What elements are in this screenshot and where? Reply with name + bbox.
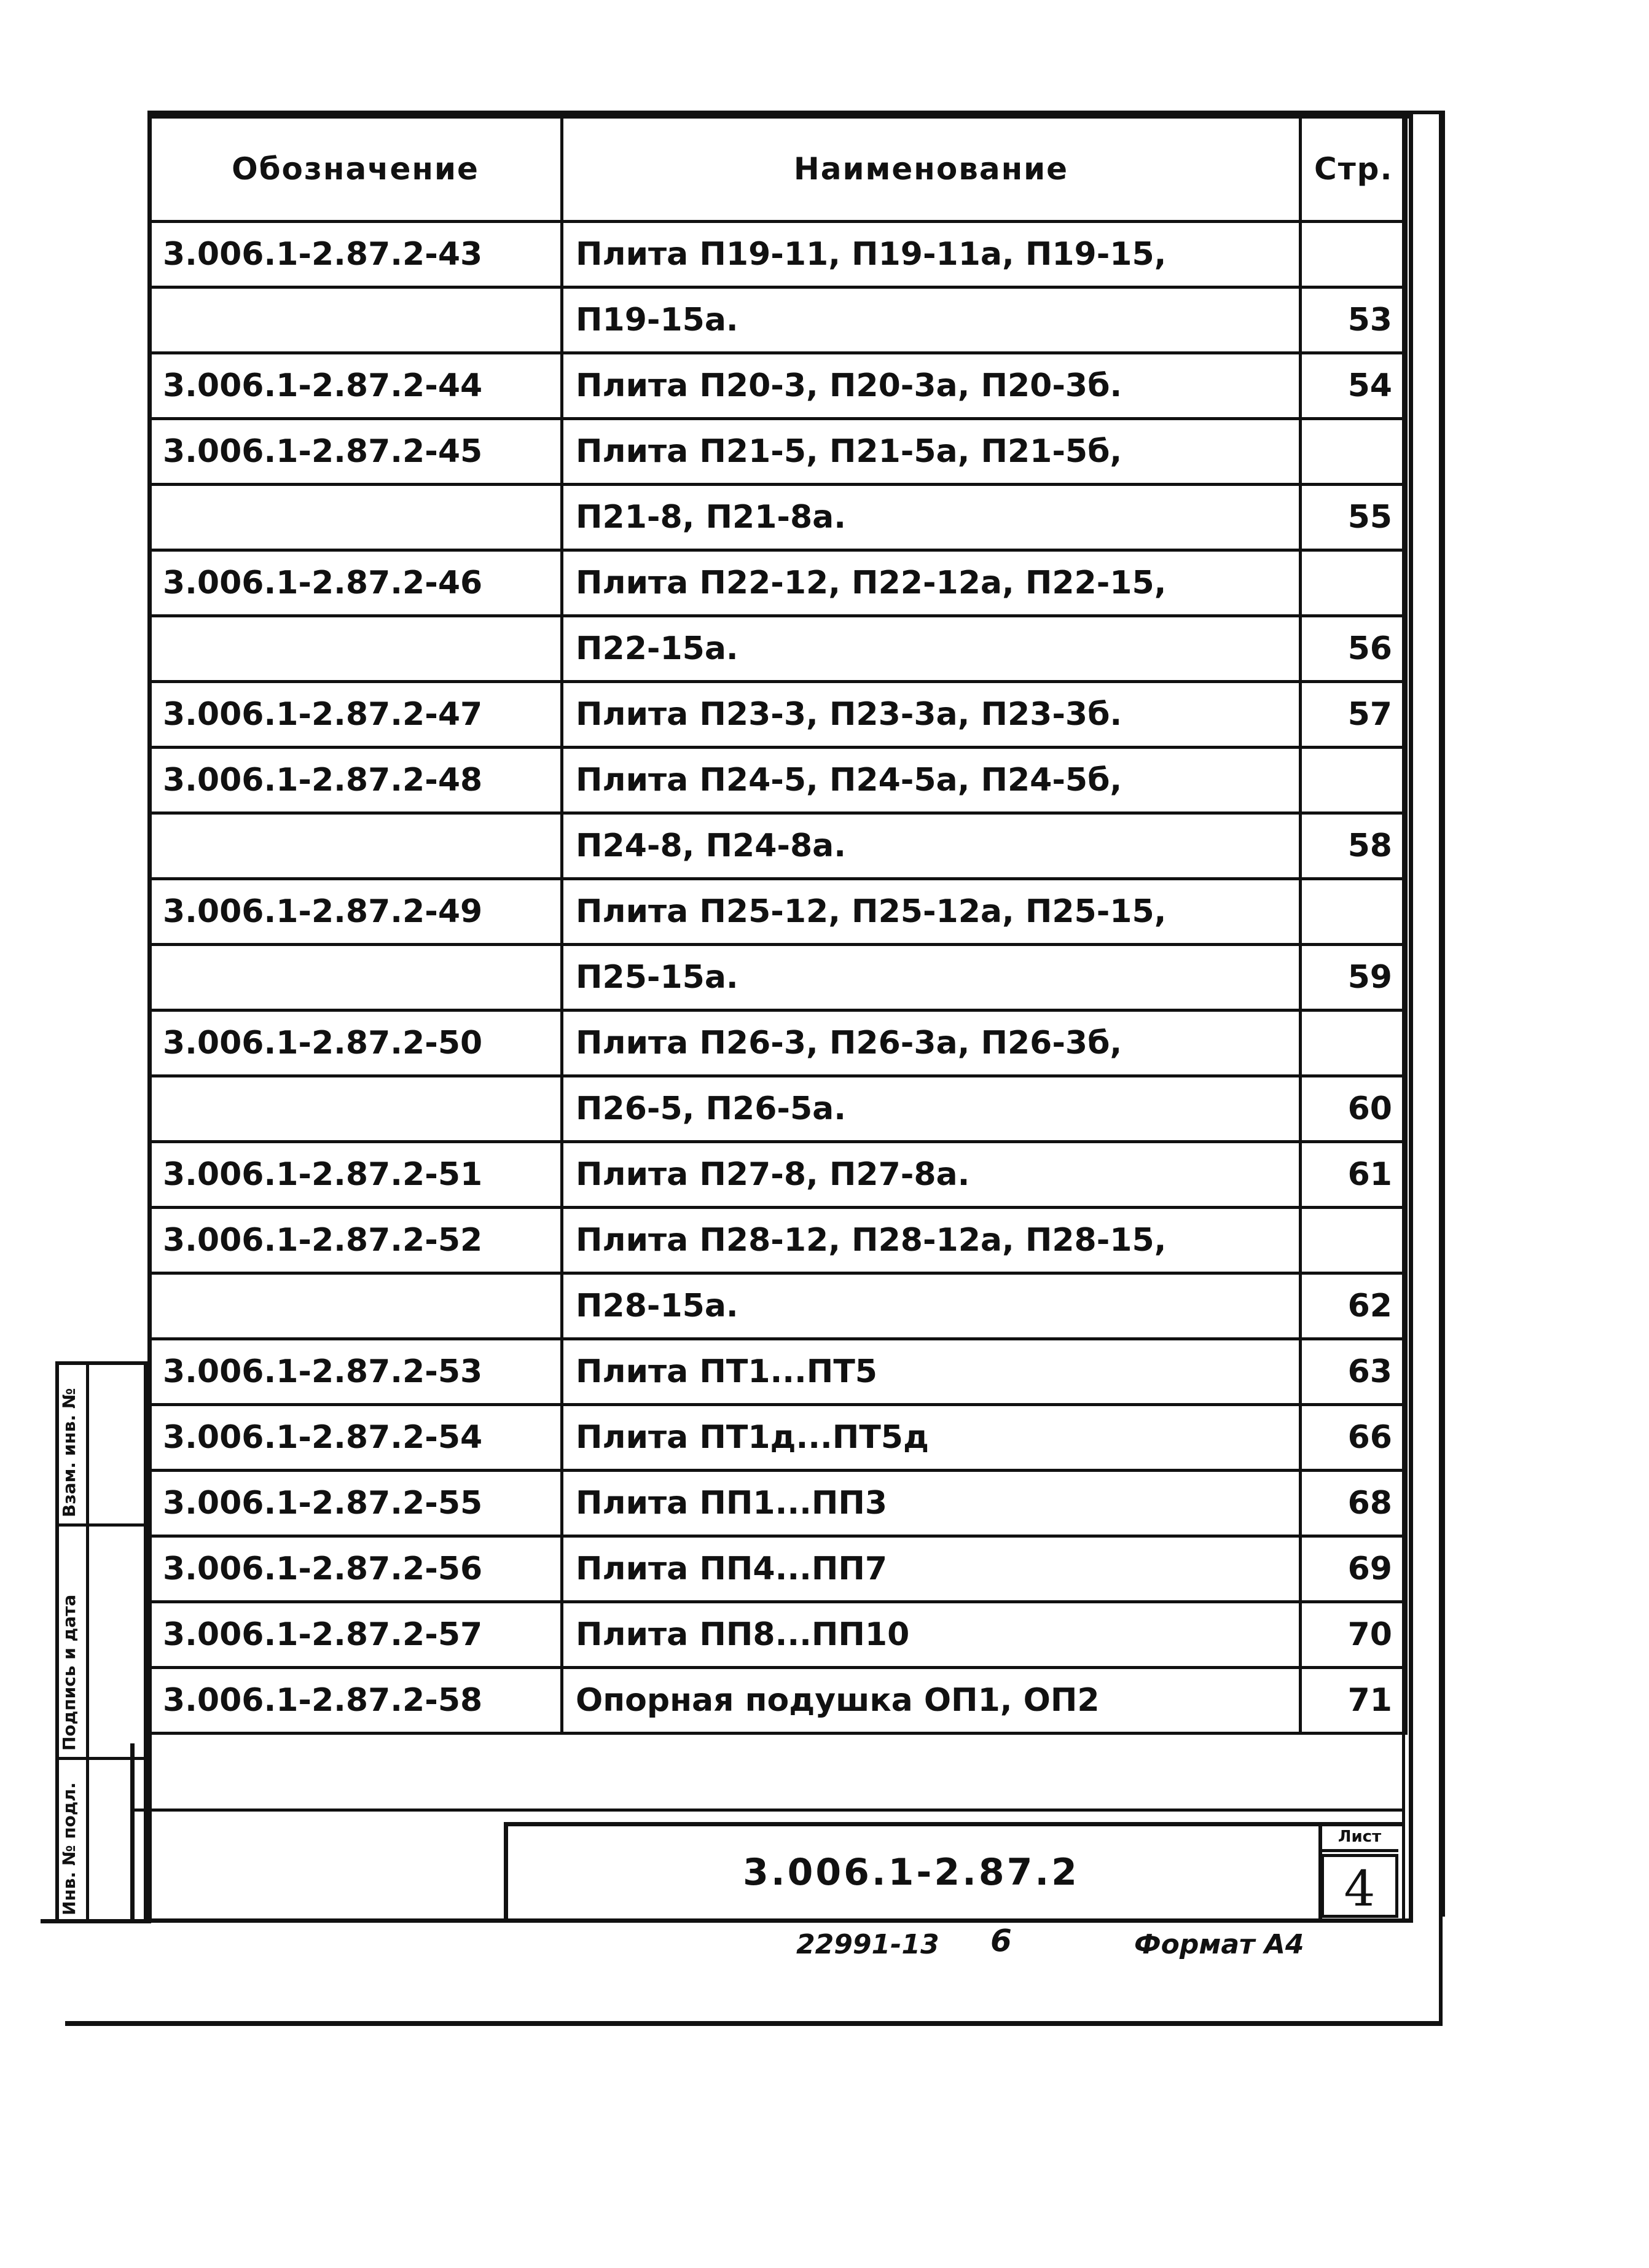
cell-name: П21-8, П21-8а. (562, 485, 1301, 550)
cell-designation (149, 616, 562, 682)
cell-page: 69 (1301, 1536, 1406, 1602)
cell-designation: 3.006.1-2.87.2-47 (149, 682, 562, 748)
header-page: Стр. (1301, 116, 1406, 222)
cell-page (1301, 222, 1406, 287)
cell-page: 56 (1301, 616, 1406, 682)
frame-bottom-edge (65, 2021, 1443, 2026)
cell-designation: 3.006.1-2.87.2-55 (149, 1471, 562, 1536)
table-row (149, 682, 1406, 748)
cell-name: Плита П25-12, П25-12а, П25-15, (562, 879, 1301, 945)
cell-page: 70 (1301, 1602, 1406, 1668)
table-row (149, 1471, 1406, 1536)
cell-page: 61 (1301, 1142, 1406, 1208)
table-row (149, 1405, 1406, 1471)
cell-designation: 3.006.1-2.87.2-54 (149, 1405, 562, 1471)
cell-page: 54 (1301, 353, 1406, 419)
table-row (149, 1668, 1406, 1734)
frame-right-edge (1439, 111, 1443, 2026)
inventory-number: 22991-13 (796, 1929, 939, 1960)
cell-name: Плита П28-12, П28-12а, П28-15, (562, 1208, 1301, 1273)
cell-page: 59 (1301, 945, 1406, 1011)
side-label-replacement-inv: Взам. инв. № (59, 1388, 79, 1517)
cell-name: Плита П26-3, П26-3а, П26-3б, (562, 1011, 1301, 1076)
document-code: 3.006.1-2.87.2 (743, 1851, 1079, 1894)
cell-name: Плита ПТ1...ПТ5 (562, 1339, 1301, 1405)
cell-page (1301, 748, 1406, 813)
cell-name: Плита П23-3, П23-3а, П23-3б. (562, 682, 1301, 748)
table-row (149, 1208, 1406, 1273)
table-row (149, 879, 1406, 945)
cell-designation: 3.006.1-2.87.2-49 (149, 879, 562, 945)
cell-name: Плита П22-12, П22-12а, П22-15, (562, 550, 1301, 616)
cell-name: Опорная подушка ОП1, ОП2 (562, 1668, 1301, 1734)
table-header-row (149, 116, 1406, 222)
table-row (149, 1536, 1406, 1602)
table-row (149, 1076, 1406, 1142)
cell-page (1301, 550, 1406, 616)
cell-designation (149, 485, 562, 550)
cell-designation: 3.006.1-2.87.2-45 (149, 419, 562, 485)
cell-designation (149, 287, 562, 353)
cell-designation: 3.006.1-2.87.2-43 (149, 222, 562, 287)
cell-designation: 3.006.1-2.87.2-56 (149, 1536, 562, 1602)
cell-page: 53 (1301, 287, 1406, 353)
format-label: Формат А4 (1134, 1929, 1304, 1960)
table-row (149, 353, 1406, 419)
cell-designation: 3.006.1-2.87.2-57 (149, 1602, 562, 1668)
sheet-label: Лист (1321, 1824, 1398, 1852)
side-stamp-base (41, 1919, 151, 1923)
cell-name: П26-5, П26-5а. (562, 1076, 1301, 1142)
cell-designation: 3.006.1-2.87.2-53 (149, 1339, 562, 1405)
table-row (149, 1011, 1406, 1076)
cell-designation (149, 1076, 562, 1142)
cell-name: Плита ПТ1д...ПТ5д (562, 1405, 1301, 1471)
cell-name: П22-15а. (562, 616, 1301, 682)
table-row (149, 945, 1406, 1011)
cell-name: П28-15а. (562, 1273, 1301, 1339)
table-row (149, 1273, 1406, 1339)
cell-designation: 3.006.1-2.87.2-52 (149, 1208, 562, 1273)
cell-name: Плита ПП4...ПП7 (562, 1536, 1301, 1602)
contents-table (147, 114, 1408, 1735)
side-stamp-divider (86, 1361, 89, 1923)
cell-designation: 3.006.1-2.87.2-48 (149, 748, 562, 813)
cell-page: 58 (1301, 813, 1406, 879)
cell-designation: 3.006.1-2.87.2-50 (149, 1011, 562, 1076)
cell-page: 68 (1301, 1471, 1406, 1536)
side-stamp-separator (55, 1757, 147, 1760)
side-label-signature-date: Подпись и дата (59, 1594, 79, 1751)
empty-row-divider (130, 1809, 1404, 1812)
cell-designation (149, 813, 562, 879)
cell-designation: 3.006.1-2.87.2-44 (149, 353, 562, 419)
cell-page: 63 (1301, 1339, 1406, 1405)
sheet-number: 4 (1321, 1854, 1398, 1918)
cell-name: Плита П27-8, П27-8а. (562, 1142, 1301, 1208)
header-designation: Обозначение (149, 116, 562, 222)
header-name: Наименование (562, 116, 1301, 222)
page-mark: 6 (990, 1923, 1012, 1958)
cell-name: Плита ПП8...ПП10 (562, 1602, 1301, 1668)
side-label-original-inv: Инв. № подл. (59, 1782, 79, 1915)
cell-page: 71 (1301, 1668, 1406, 1734)
table-row (149, 287, 1406, 353)
table-row (149, 616, 1406, 682)
cell-page (1301, 879, 1406, 945)
cell-page: 55 (1301, 485, 1406, 550)
cell-name: Плита П20-3, П20-3а, П20-3б. (562, 353, 1301, 419)
table-row (149, 550, 1406, 616)
cell-page (1301, 419, 1406, 485)
cell-designation: 3.006.1-2.87.2-46 (149, 550, 562, 616)
cell-page: 57 (1301, 682, 1406, 748)
table-row (149, 485, 1406, 550)
table-row (149, 1602, 1406, 1668)
cell-page (1301, 1011, 1406, 1076)
cell-name: Плита П19-11, П19-11а, П19-15, (562, 222, 1301, 287)
table-row (149, 748, 1406, 813)
cell-name: П24-8, П24-8а. (562, 813, 1301, 879)
cell-name: Плита П21-5, П21-5а, П21-5б, (562, 419, 1301, 485)
cell-name: П25-15а. (562, 945, 1301, 1011)
table-row (149, 813, 1406, 879)
cell-designation: 3.006.1-2.87.2-58 (149, 1668, 562, 1734)
cell-name: П19-15а. (562, 287, 1301, 353)
side-stamp-separator (55, 1523, 147, 1527)
cell-page (1301, 1208, 1406, 1273)
cell-designation (149, 1273, 562, 1339)
cell-designation: 3.006.1-2.87.2-51 (149, 1142, 562, 1208)
cell-name: Плита ПП1...ПП3 (562, 1471, 1301, 1536)
cell-page: 66 (1301, 1405, 1406, 1471)
cell-name: Плита П24-5, П24-5а, П24-5б, (562, 748, 1301, 813)
table-row (149, 1339, 1406, 1405)
cell-designation (149, 945, 562, 1011)
table-body (149, 222, 1406, 1734)
table-row (149, 419, 1406, 485)
cell-page: 60 (1301, 1076, 1406, 1142)
table-row (149, 1142, 1406, 1208)
cell-page: 62 (1301, 1273, 1406, 1339)
table-row (149, 222, 1406, 287)
